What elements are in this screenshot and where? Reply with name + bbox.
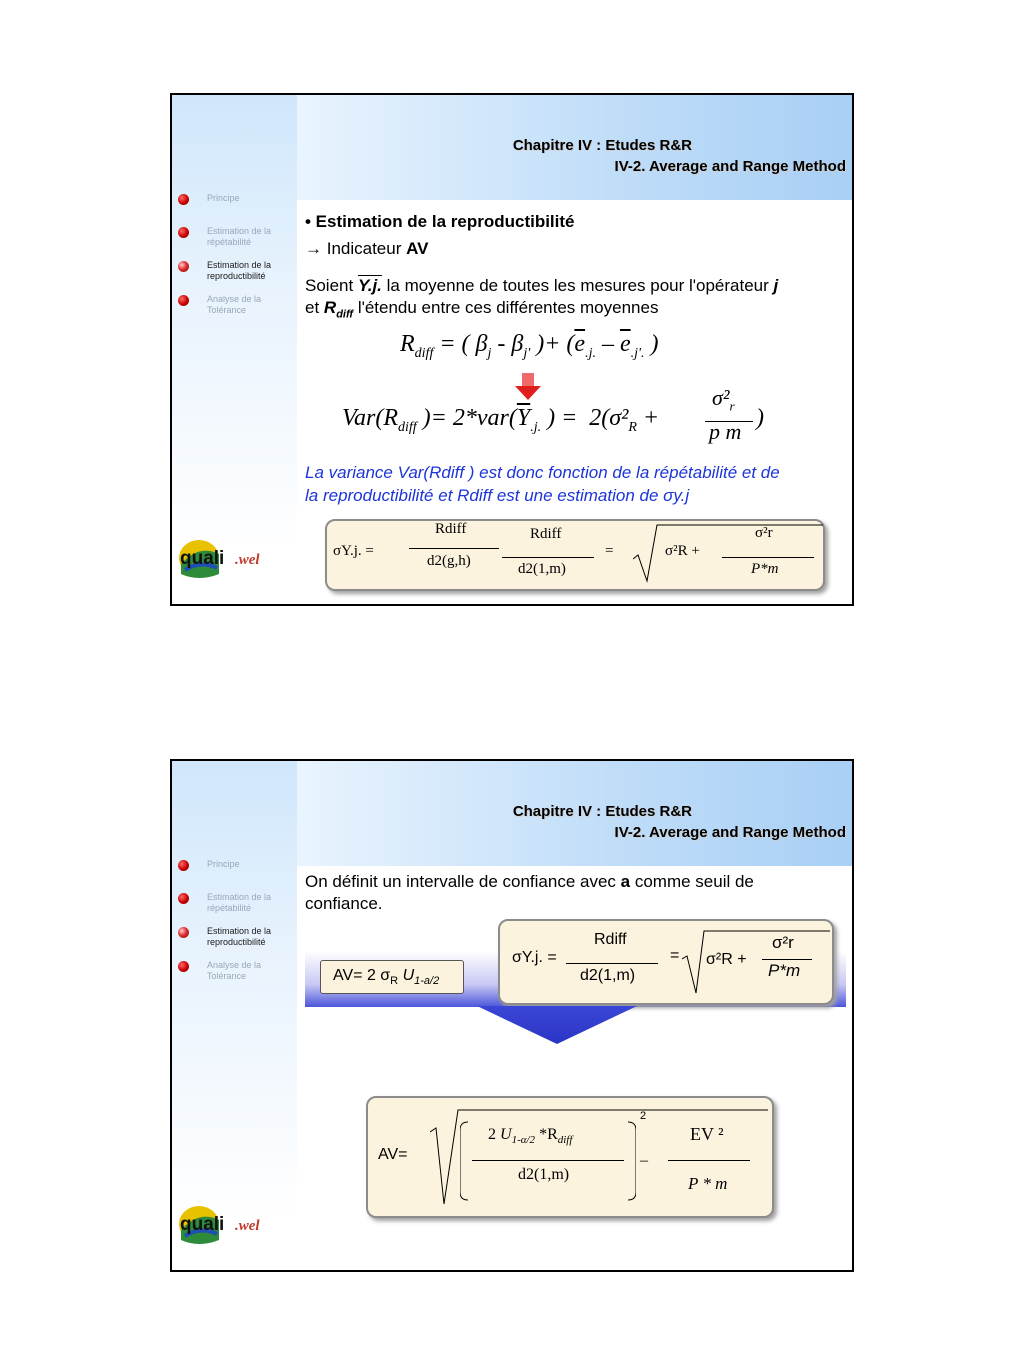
rdiff-subscript: diff <box>336 308 354 321</box>
slide-1 <box>170 93 854 606</box>
sigma-yj-label: σY.j. = <box>333 543 374 559</box>
sidebar-item-tolerance[interactable] <box>178 294 293 316</box>
numerator-sigma-r: σ²r <box>772 933 794 952</box>
text: confiance. <box>305 894 383 913</box>
equals-sign: = <box>605 543 614 559</box>
alpha-symbol: a <box>620 872 631 891</box>
sidebar-item-repetabilite[interactable] <box>178 892 293 914</box>
fraction-bar <box>409 548 499 549</box>
numerator-2u-rdiff: 2 $U_{1-\alpha/2}$ $*R_{diff}$ <box>488 1126 573 1147</box>
bullet-icon <box>178 194 189 205</box>
denominator-p-m: P * m <box>688 1174 728 1193</box>
sidebar-nav <box>178 193 293 328</box>
intro-paragraph <box>305 871 845 915</box>
rdiff-symbol: R <box>323 298 337 317</box>
ev-squared: EV ² <box>690 1124 724 1144</box>
slide-2 <box>170 759 854 1272</box>
sidebar-item-reproductibilite[interactable] <box>178 260 293 282</box>
denominator-d2gh: d2(g,h) <box>427 553 471 569</box>
section-heading: • Estimation de la reproductibilité <box>305 212 575 231</box>
exponent-2: 2 <box>640 1110 647 1122</box>
sigma-formula-box <box>498 919 834 1005</box>
svg-text:quali: quali <box>180 548 225 569</box>
radical-sign <box>633 523 823 585</box>
bullet-icon <box>178 927 189 938</box>
text: et <box>305 298 324 317</box>
text: l'étendu entre ces différentes moyennes <box>353 298 659 317</box>
bullet-icon <box>178 295 189 306</box>
qualiwel-logo <box>177 534 292 582</box>
slide-title-section: IV-2. Average and Range Method <box>614 824 846 841</box>
sidebar-item-label: Principe <box>207 859 240 869</box>
numerator-rdiff: Rdiff <box>594 931 627 948</box>
text: la moyenne de toutes les mesures pour l'opérateur <box>381 276 774 295</box>
arrow-down-icon <box>515 373 541 401</box>
av-lhs: AV= <box>378 1146 408 1163</box>
bullet-icon <box>178 893 189 904</box>
conclusion-line-2: la reproductibilité et Rdiff est une estimation de σy.j <box>305 486 690 505</box>
sidebar-item-label: Estimation de la répétabilité <box>207 226 272 247</box>
text: comme seuil de <box>630 872 754 891</box>
av-final-formula-box <box>366 1096 774 1218</box>
numerator-rdiff-1: Rdiff <box>435 521 467 537</box>
equation-rdiff: $R_{diff}$ = ( $\beta_j - \beta_{j'}$ )+ ($\overline{e}_{.j.} - \overline{e}_{.j'.}$ ) <box>400 331 659 361</box>
denominator-d21m: d2(1,m) <box>580 967 636 984</box>
sigma-yj-label: σY.j. = <box>512 949 557 966</box>
equation-variance: $Var(R_{diff}$ )= $2*var(\overline{Y}_{.j.}$ ) = $2(\sigma^2_R$ + <box>342 405 660 435</box>
sidebar-background <box>172 761 297 1270</box>
definition-paragraph <box>305 275 845 325</box>
fraction-bar <box>762 959 812 960</box>
av-definition: AV= 2 $\sigma_R$ $U_{1-a/2}$ <box>333 967 440 988</box>
indicator-line <box>305 238 428 260</box>
sidebar-item-label: Estimation de la répétabilité <box>207 892 272 913</box>
svg-text:quali: quali <box>180 1214 225 1235</box>
numerator-sigma-r: σ²r <box>755 525 773 541</box>
fraction-sigma-r: $\sigma^2_r$ <box>712 385 735 414</box>
sidebar-item-label: Estimation de la reproductibilité <box>207 926 272 947</box>
denominator-pm: P*m <box>768 961 801 980</box>
svg-text:.wel: .wel <box>235 552 260 568</box>
slide-title-section: IV-2. Average and Range Method <box>614 158 846 175</box>
sidebar-nav <box>178 859 293 994</box>
sigma-r-squared: σ²R + <box>665 543 700 559</box>
sidebar-item-reproductibilite[interactable] <box>178 926 293 948</box>
denominator-d21m: d2(1,m) <box>518 1166 570 1183</box>
sidebar-item-label: Analyse de la Tolérance <box>207 960 262 981</box>
fraction-pm: p m <box>709 419 742 444</box>
sidebar-item-label: Estimation de la reproductibilité <box>207 260 272 281</box>
sigma-formula-box <box>325 519 825 591</box>
av-definition-box <box>320 960 464 994</box>
sidebar-item-repetabilite[interactable] <box>178 226 293 248</box>
bullet-icon <box>178 860 189 871</box>
fraction-bar <box>566 963 658 964</box>
sidebar-item-tolerance[interactable] <box>178 960 293 982</box>
svg-text:.wel: .wel <box>235 1218 260 1234</box>
conclusion-line-1: La variance Var(Rdiff ) est donc fonction de la répétabilité et de <box>305 463 780 482</box>
sidebar-item-principe[interactable] <box>178 859 293 870</box>
fraction-bar <box>668 1160 750 1161</box>
fraction-bar <box>502 557 594 558</box>
text: On définit un intervalle de confiance avec <box>305 872 621 891</box>
indicator-av: AV <box>406 239 429 258</box>
slide-title-chapter: Chapitre IV : Etudes R&R <box>512 137 692 154</box>
sidebar-item-label: Analyse de la Tolérance <box>207 294 262 315</box>
numerator-rdiff-2: Rdiff <box>530 526 562 542</box>
denominator-pm: P*m <box>751 561 779 577</box>
minus-sign: – <box>640 1152 648 1169</box>
fraction-bar <box>722 557 814 558</box>
text: Soient <box>305 276 358 295</box>
fraction-bar <box>472 1160 624 1161</box>
closing-paren: ) <box>756 405 764 431</box>
sidebar-background <box>172 95 297 604</box>
arrow-down-icon <box>477 1006 637 1046</box>
radical-sign <box>682 929 830 999</box>
denominator-d21m: d2(1,m) <box>518 561 566 577</box>
yj-symbol: Y.j. <box>357 276 382 295</box>
slide-title-chapter: Chapitre IV : Etudes R&R <box>512 803 692 820</box>
bullet-icon <box>178 227 189 238</box>
j-symbol: j <box>773 276 779 295</box>
bullet-icon <box>178 261 189 272</box>
equals-sign: = <box>670 947 680 964</box>
qualiwel-logo <box>177 1200 292 1248</box>
bullet-icon <box>178 961 189 972</box>
sidebar-item-label: Principe <box>207 193 240 203</box>
sigma-r-squared: σ²R + <box>706 951 747 968</box>
sidebar-item-principe[interactable] <box>178 193 293 204</box>
indicator-label: → Indicateur <box>305 239 407 258</box>
